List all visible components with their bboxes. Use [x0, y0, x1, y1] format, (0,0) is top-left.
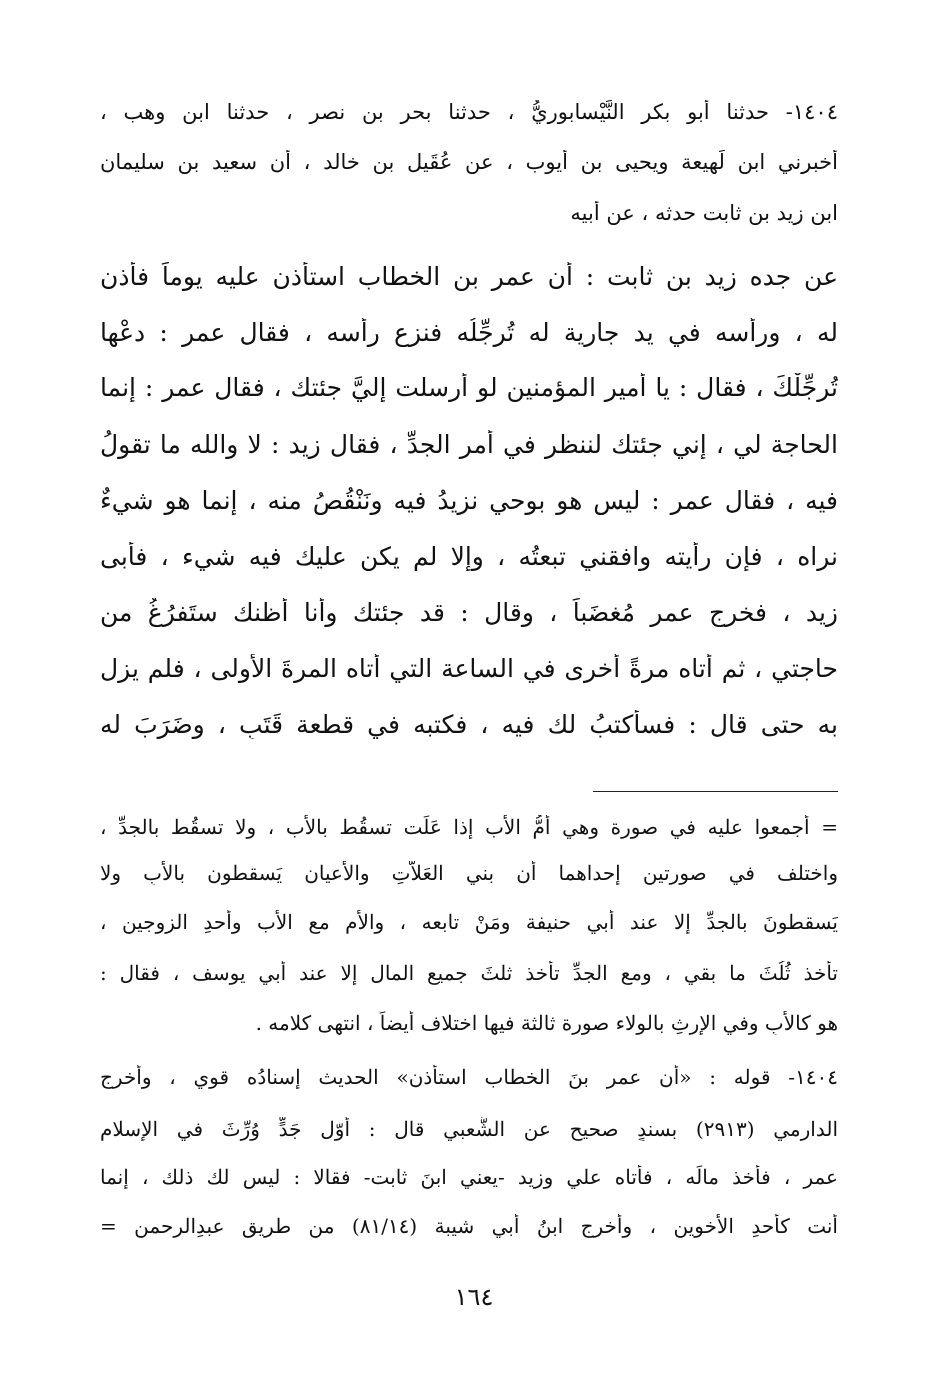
hadith-text-line-6: نراه ، فإن رأيته وافقني تبعتُه ، وإلا لم يكن عليك فيه شيء ، فأبى — [100, 542, 838, 571]
hadith-chain-line-1: ١٤٠٤- حدثنا أبو بكر النَّيْسابوريُّ ، حدثنا بحر بن نصر ، حدثنا ابن وهب ، — [100, 100, 838, 124]
hadith-chain-line-3: ابن زيد بن ثابت حدثه ، عن أبيه — [570, 201, 838, 225]
footnote-1-line-1: = أجمعوا عليه في صورة وهي أمُّ الأب إذا عَلَت تسقُط بالأب ، ولا تسقُط بالجدِّ ، — [100, 815, 838, 839]
page-number: ١٦٤ — [454, 1283, 494, 1311]
hadith-text-line-9: به حتى قال : فسأكتبُ لك فيه ، فكتبه في قطعة قَتَبٍ ، وضَرَبَ له — [100, 710, 838, 739]
footnote-1-line-5: هو كالأبِ وفي الإرثِ بالولاء صورة ثالثة فيها اختلاف أيضاً ، انتهى كلامه . — [255, 1011, 838, 1035]
hadith-text-line-7: زيد ، فخرج عمر مُغضَباً ، وقال : قد جئتك وأنا أظنك ستَفرُغُ من — [100, 598, 838, 627]
footnote-1-line-2: واختلف في صورتين إحداهما أن بني العَلاَّتِ والأعيانِ يَسقطون بالأبِ ولا — [100, 861, 838, 885]
hadith-text-line-2: له ، ورأسه في يد جارية له تُرجِّلُه فنزع رأسه ، فقال عمر : دعْها — [100, 318, 838, 347]
footnote-2-line-1: ١٤٠٤- قوله : «أن عمر بنَ الخطاب استأذن» الحديث إسنادُه قوي ، وأخرج — [100, 1065, 838, 1089]
footnote-1-line-4: تأخذ ثُلُثَ ما بقي ، ومع الجدِّ تأخذ ثلثَ جميع المال إلا عند أبي يوسف ، فقال : — [100, 961, 838, 985]
hadith-chain-line-2: أخبرني ابن لَهيعة ويحيى بن أيوب ، عن عُقَيل بن خالد ، أن سعيد بن سليمان — [100, 150, 838, 174]
footnote-2-line-4: أنت كأحدِ الأخوين ، وأخرج ابنُ أبي شيبة (٨١/١٤) من طريق عبدِالرحمن = — [100, 1214, 838, 1238]
hadith-text-line-1: عن جده زيد بن ثابت : أن عمر بن الخطاب استأذن عليه يوماً فأذن — [100, 262, 838, 291]
hadith-text-line-3: تُرجِّلْكَ ، فقال : يا أمير المؤمنين لو أرسلت إليَّ جئتك ، فقال عمر : إنما — [100, 373, 838, 402]
hadith-text-line-8: حاجتي ، ثم أتاه مرةً أُخرى في الساعة التي أتاه المرةَ الأولى ، فلم يزل — [100, 654, 838, 683]
footnote-1-line-3: يَسقطونَ بالجدِّ إلا عند أبي حنيفة ومَنْ تابعه ، والأم مع الأب وأحدِ الزوجين ، — [100, 910, 838, 934]
hadith-text-line-4: الحاجة لي ، إني جئتك لننظر في أمر الجدِّ ، فقال زيد : لا والله ما تقولُ — [100, 430, 838, 459]
hadith-text-line-5: فيه ، فقال عمر : ليس هو بوحي نزيدُ فيه ونَنْقُصُ منه ، إنما هو شيءٌ — [100, 486, 838, 515]
footnote-separator — [593, 791, 838, 792]
footnote-2-line-2: الدارمي (٢٩١٣) بسندٍ صحيح عن الشَّعبي قال : أوّل جَدٍّ وُرِّثَ في الإسلام — [100, 1117, 838, 1141]
footnote-2-line-3: عمر ، فأخذ مالَه ، فأتاه علي وزيد -يعني ابنَ ثابت- فقالا : ليس لك ذلك ، إنما — [100, 1165, 838, 1189]
